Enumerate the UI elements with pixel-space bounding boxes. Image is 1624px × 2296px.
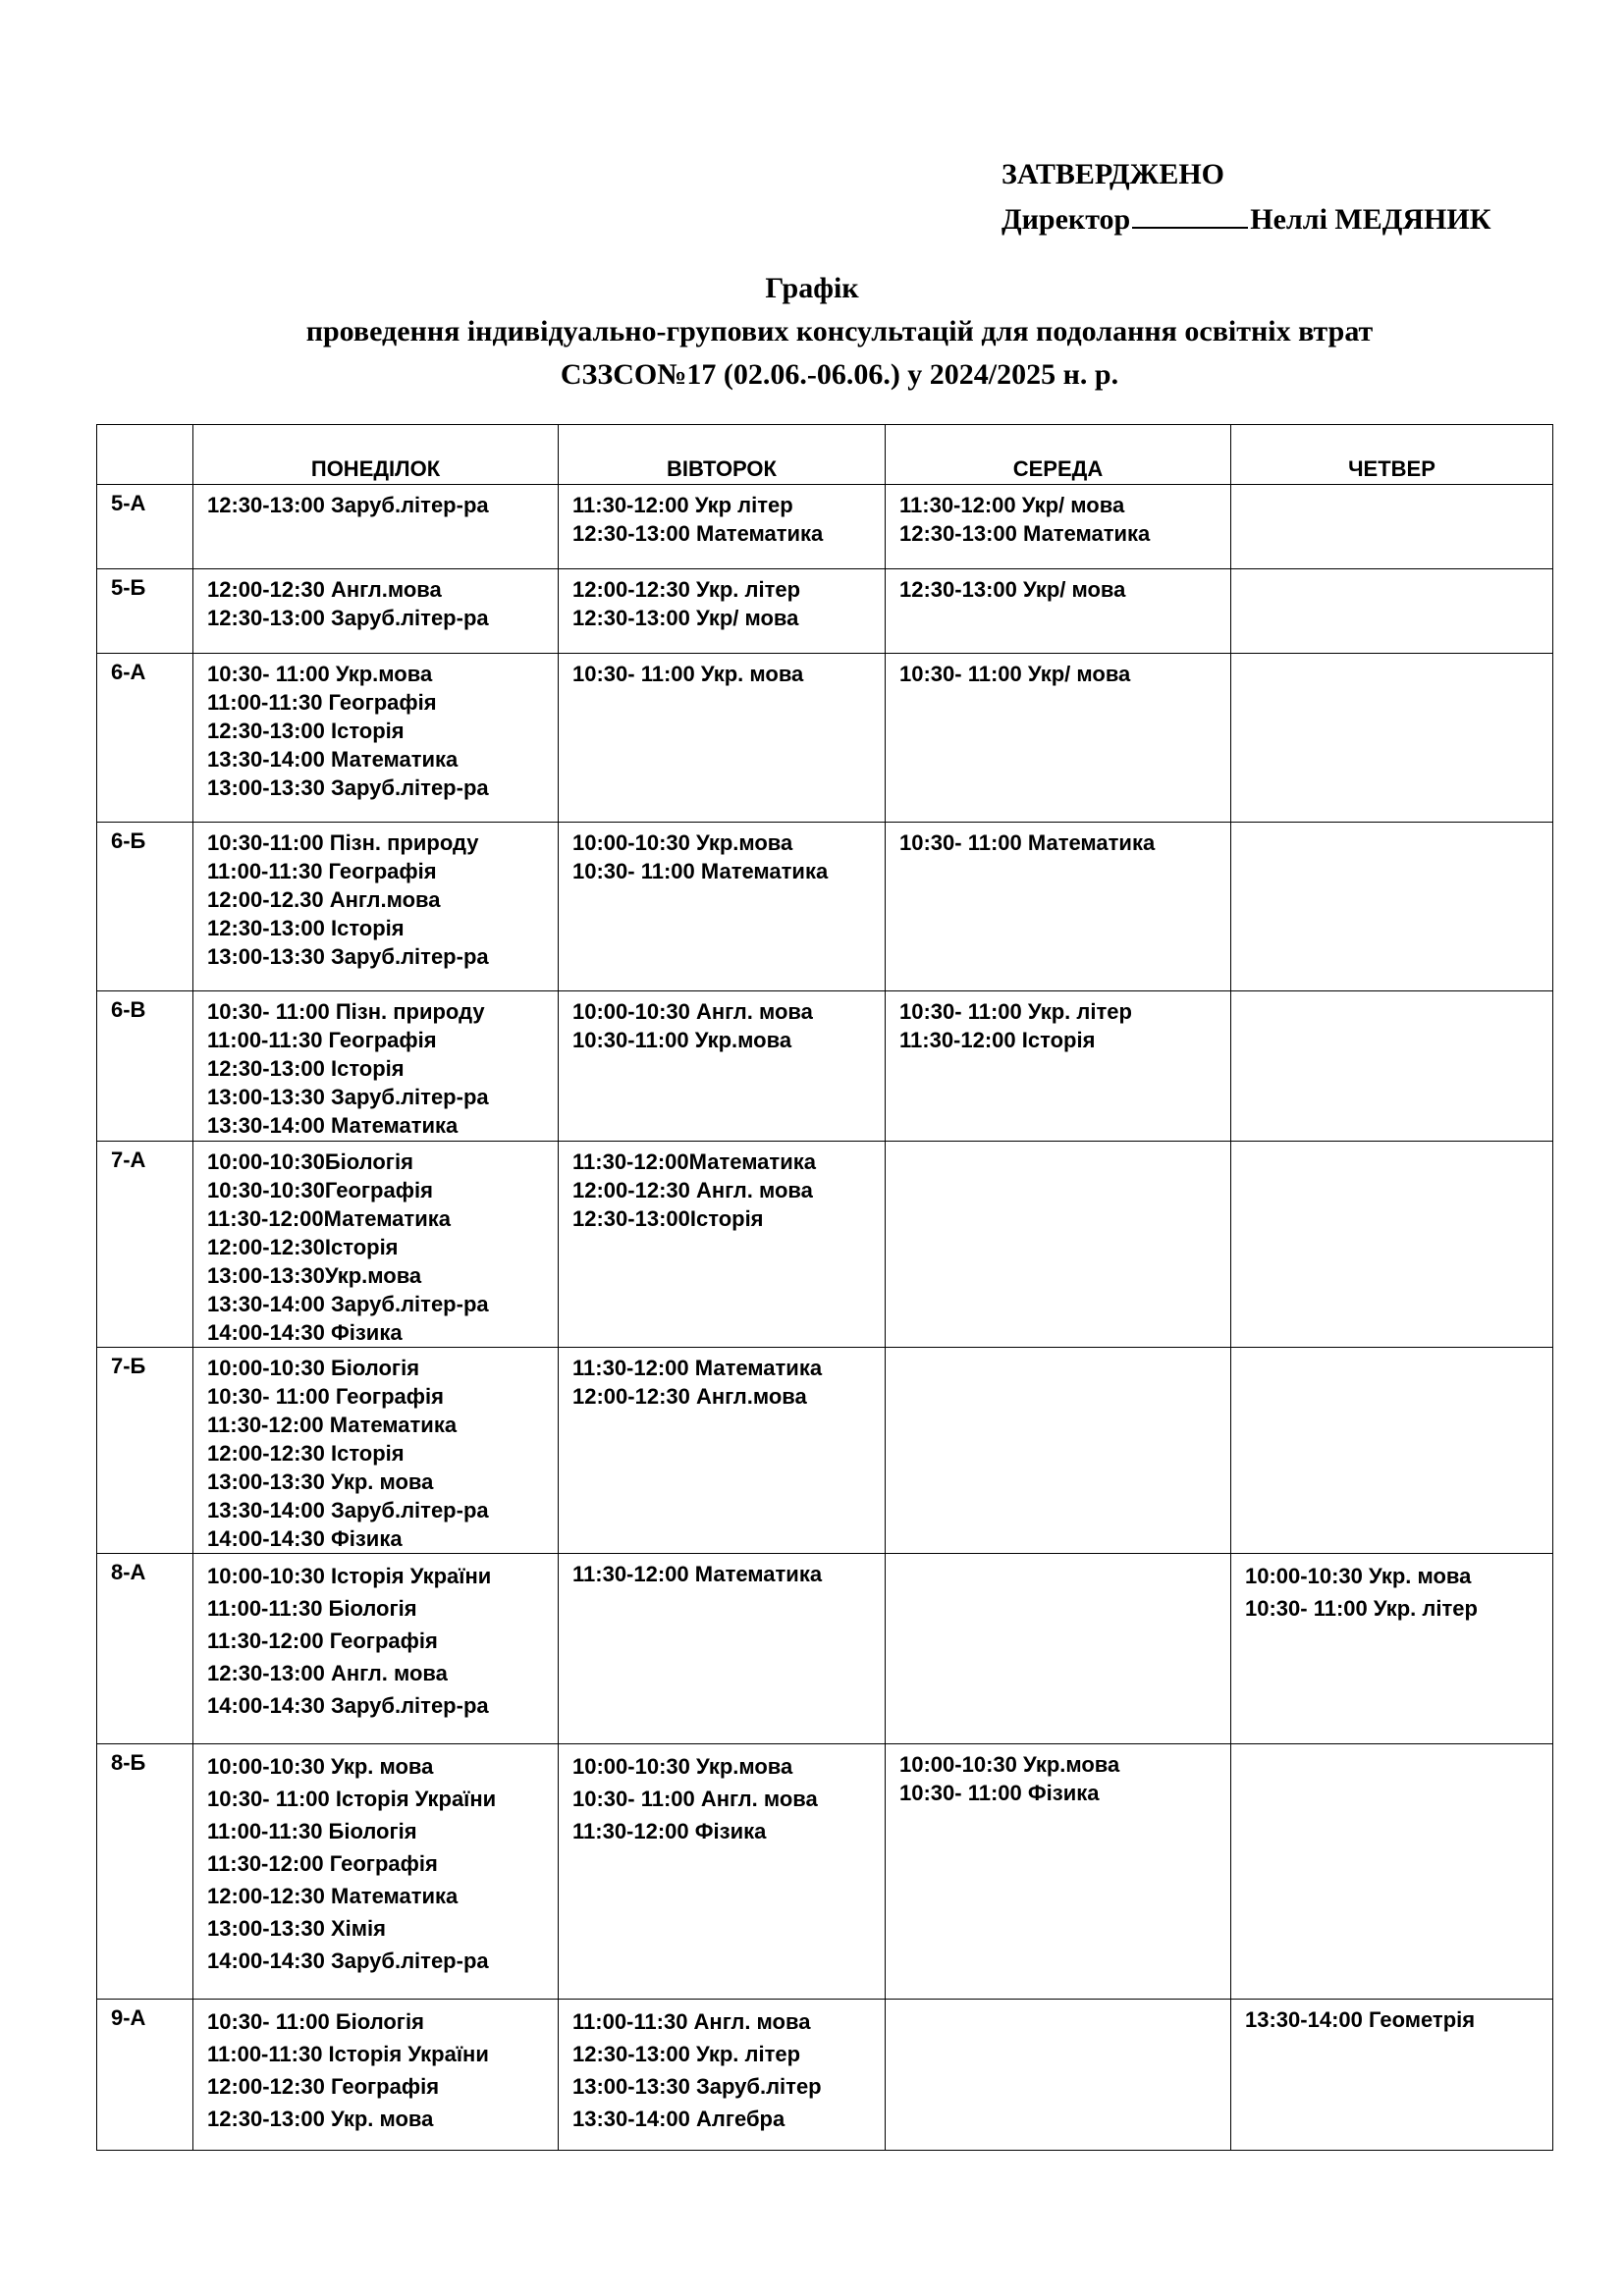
lesson-entry: 11:30-12:00 Географія [207, 1629, 438, 1653]
schedule-cell-tue [559, 654, 886, 823]
lesson-entry: 13:30-14:00 Алгебра [572, 2107, 785, 2131]
lesson-entry: 13:30-14:00 Математика [207, 747, 459, 772]
lesson-entry: 10:30- 11:00 Біологія [207, 2009, 424, 2034]
lesson-entry: 10:30-10:30Географія [207, 1178, 433, 1202]
lesson-entry: 12:30-13:00 Математика [572, 521, 824, 546]
lesson-entry: 12:30-13:00 Історія [207, 719, 405, 743]
lesson-entry: 12:00-12:30Історія [207, 1235, 399, 1259]
schedule-cell-mon [193, 654, 559, 823]
lesson-entry: 11:30-12:00 Фізика [572, 1819, 767, 1843]
lesson-entry: 11:00-11:30 Історія України [207, 2042, 489, 2066]
lesson-entry: 11:30-12:00Математика [572, 1149, 816, 1174]
schedule-cell-wed [886, 1554, 1231, 1744]
schedule-cell-tue [559, 823, 886, 991]
class-cell: 8-Б [97, 1744, 193, 2000]
schedule-table [96, 424, 1553, 2151]
lesson-entry: 13:30-14:00 Геометрія [1245, 2007, 1476, 2032]
schedule-cell-tue [559, 2000, 886, 2151]
lesson-entry: 13:00-13:30 Хімія [207, 1916, 386, 1941]
lesson-entry: 10:30- 11:00 Укр. мова [572, 662, 804, 686]
schedule-cell-wed [886, 569, 1231, 654]
lesson-entry: 11:00-11:30 Англ. мова [572, 2009, 811, 2034]
lesson-entry: 12:30-13:00 Заруб.літер-ра [207, 606, 489, 630]
schedule-cell-tue [559, 485, 886, 569]
schedule-cell-wed [886, 654, 1231, 823]
header-class-cell [97, 425, 193, 485]
lesson-entry: 12:30-13:00 Укр/ мова [899, 577, 1126, 602]
lesson-entry: 11:00-11:30 Географія [207, 690, 437, 715]
schedule-cell-wed [886, 1348, 1231, 1554]
schedule-cell-mon [193, 2000, 559, 2151]
lesson-entry: 11:30-12:00 Математика [207, 1413, 458, 1437]
class-cell: 5-А [97, 485, 193, 569]
schedule-cell-tue [559, 1744, 886, 2000]
schedule-cell-mon [193, 1348, 559, 1554]
schedule-cell-thu [1231, 1142, 1553, 1348]
lesson-entry: 12:30-13:00 Історія [207, 1056, 405, 1081]
header-day-tue: ВІВТОРОК [559, 425, 886, 485]
lesson-entry: 10:30- 11:00 Історія України [207, 1787, 497, 1811]
lesson-entry: 14:00-14:30 Фізика [207, 1526, 403, 1551]
schedule-cell-mon [193, 569, 559, 654]
lesson-entry: 10:00-10:30 Укр. мова [207, 1754, 434, 1779]
class-cell: 8-А [97, 1554, 193, 1744]
table-row [97, 1744, 1553, 2000]
lesson-entry: 10:00-10:30Біологія [207, 1149, 413, 1174]
title-line-1: Графік [765, 272, 859, 304]
approval-role: Директор [1001, 203, 1131, 236]
lesson-entry: 10:00-10:30 Укр.мова [899, 1752, 1120, 1777]
lesson-entry: 13:30-14:00 Математика [207, 1113, 459, 1138]
class-cell: 9-А [97, 2000, 193, 2151]
lesson-entry: 12:30-13:00Історія [572, 1206, 764, 1231]
table-row [97, 485, 1553, 569]
lesson-entry: 13:00-13:30 Заруб.літер [572, 2074, 822, 2099]
lesson-entry: 10:30-11:00 Укр.мова [572, 1028, 792, 1052]
title-line-2: проведення індивідуально-групових консультацій для подолання освітніх втрат [305, 315, 1374, 347]
lesson-entry: 12:30-13:00 Укр. мова [207, 2107, 434, 2131]
table-row [97, 823, 1553, 991]
table-row [97, 569, 1553, 654]
lesson-entry: 13:00-13:30Укр.мова [207, 1263, 422, 1288]
schedule-cell-mon [193, 1554, 559, 1744]
schedule-cell-wed [886, 1744, 1231, 2000]
lesson-entry: 12:00-12:30 Географія [207, 2074, 440, 2099]
schedule-cell-mon [193, 1142, 559, 1348]
approval-name: Неллі МЕДЯНИК [1250, 203, 1491, 236]
lesson-entry: 10:30- 11:00 Англ. мова [572, 1787, 818, 1811]
lesson-entry: 10:30- 11:00 Укр. літер [1245, 1596, 1478, 1621]
header-day-mon: ПОНЕДІЛОК [193, 425, 559, 485]
schedule-cell-thu [1231, 2000, 1553, 2151]
lesson-entry: 12:30-13:00 Математика [899, 521, 1151, 546]
approval-heading: ЗАТВЕРДЖЕНО [1001, 158, 1224, 190]
schedule-cell-thu [1231, 1744, 1553, 2000]
schedule-cell-thu [1231, 654, 1553, 823]
class-cell: 7-А [97, 1142, 193, 1348]
schedule-cell-thu [1231, 1554, 1553, 1744]
lesson-entry: 12:00-12:30 Укр. літер [572, 577, 801, 602]
table-row [97, 1554, 1553, 1744]
schedule-cell-thu [1231, 991, 1553, 1142]
lesson-entry: 11:30-12:00 Математика [572, 1562, 823, 1586]
table-row [97, 1142, 1553, 1348]
lesson-entry: 11:00-11:30 Біологія [207, 1819, 417, 1843]
lesson-entry: 12:00-12:30 Англ. мова [572, 1178, 813, 1202]
schedule-cell-mon [193, 1744, 559, 2000]
lesson-entry: 10:30- 11:00 Географія [207, 1384, 444, 1409]
lesson-entry: 10:30-11:00 Пізн. природу [207, 830, 479, 855]
lesson-entry: 13:00-13:30 Заруб.літер-ра [207, 944, 489, 969]
lesson-entry: 11:30-12:00Математика [207, 1206, 451, 1231]
approval-signature-line [1001, 197, 1490, 242]
schedule-cell-wed [886, 823, 1231, 991]
lesson-entry: 11:30-12:00 Математика [572, 1356, 823, 1380]
lesson-entry: 11:30-12:00 Історія [899, 1028, 1096, 1052]
lesson-entry: 14:00-14:30 Заруб.літер-ра [207, 1949, 489, 1973]
lesson-entry: 10:30- 11:00 Укр.мова [207, 662, 433, 686]
header-row [97, 425, 1553, 485]
lesson-entry: 11:00-11:30 Географія [207, 1028, 437, 1052]
class-cell: 7-Б [97, 1348, 193, 1554]
schedule-body [97, 485, 1553, 2151]
lesson-entry: 10:30- 11:00 Математика [899, 830, 1156, 855]
lesson-entry: 10:00-10:30 Біологія [207, 1356, 420, 1380]
schedule-cell-mon [193, 823, 559, 991]
table-row [97, 2000, 1553, 2151]
lesson-entry: 10:00-10:30 Укр.мова [572, 1754, 793, 1779]
schedule-cell-tue [559, 1554, 886, 1744]
table-row [97, 991, 1553, 1142]
lesson-entry: 12:30-13:00 Історія [207, 916, 405, 940]
schedule-cell-wed [886, 1142, 1231, 1348]
class-cell: 6-Б [97, 823, 193, 991]
lesson-entry: 12:30-13:00 Англ. мова [207, 1661, 448, 1685]
schedule-cell-thu [1231, 485, 1553, 569]
lesson-entry: 14:00-14:30 Заруб.літер-ра [207, 1693, 489, 1718]
schedule-cell-wed [886, 485, 1231, 569]
schedule-cell-wed [886, 2000, 1231, 2151]
lesson-entry: 12:30-13:00 Укр/ мова [572, 606, 799, 630]
lesson-entry: 14:00-14:30 Фізика [207, 1320, 403, 1345]
lesson-entry: 13:30-14:00 Заруб.літер-ра [207, 1292, 489, 1316]
schedule-cell-tue [559, 1348, 886, 1554]
class-cell: 6-А [97, 654, 193, 823]
approval-block [1001, 152, 1490, 242]
class-cell: 5-Б [97, 569, 193, 654]
lesson-entry: 11:00-11:30 Біологія [207, 1596, 417, 1621]
lesson-entry: 12:30-13:00 Укр. літер [572, 2042, 801, 2066]
lesson-entry: 11:30-12:00 Укр літер [572, 493, 793, 517]
lesson-entry: 13:00-13:30 Заруб.літер-ра [207, 775, 489, 800]
lesson-entry: 12:00-12:30 Історія [207, 1441, 405, 1466]
lesson-entry: 13:30-14:00 Заруб.літер-ра [207, 1498, 489, 1522]
lesson-entry: 10:30- 11:00 Математика [572, 859, 829, 883]
document-title [0, 267, 1624, 397]
lesson-entry: 12:00-12.30 Англ.мова [207, 887, 441, 912]
lesson-entry: 11:30-12:00 Географія [207, 1851, 438, 1876]
lesson-entry: 11:30-12:00 Укр/ мова [899, 493, 1125, 517]
lesson-entry: 13:00-13:30 Заруб.літер-ра [207, 1085, 489, 1109]
lesson-entry: 12:00-12:30 Математика [207, 1884, 459, 1908]
lesson-entry: 10:30- 11:00 Фізика [899, 1781, 1100, 1805]
schedule-cell-mon [193, 485, 559, 569]
signature-blank [1132, 205, 1248, 229]
lesson-entry: 11:00-11:30 Географія [207, 859, 437, 883]
table-row [97, 1348, 1553, 1554]
schedule-cell-tue [559, 569, 886, 654]
schedule-cell-thu [1231, 823, 1553, 991]
schedule-cell-mon [193, 991, 559, 1142]
lesson-entry: 10:30- 11:00 Укр/ мова [899, 662, 1131, 686]
schedule-cell-tue [559, 1142, 886, 1348]
table-row [97, 654, 1553, 823]
schedule-cell-tue [559, 991, 886, 1142]
schedule-cell-thu [1231, 569, 1553, 654]
schedule-cell-wed [886, 991, 1231, 1142]
lesson-entry: 10:00-10:30 Укр. мова [1245, 1564, 1472, 1588]
header-day-thu: ЧЕТВЕР [1231, 425, 1553, 485]
lesson-entry: 10:30- 11:00 Пізн. природу [207, 999, 485, 1024]
lesson-entry: 12:00-12:30 Англ.мова [572, 1384, 807, 1409]
lesson-entry: 13:00-13:30 Укр. мова [207, 1469, 434, 1494]
lesson-entry: 12:00-12:30 Англ.мова [207, 577, 442, 602]
lesson-entry: 10:30- 11:00 Укр. літер [899, 999, 1132, 1024]
lesson-entry: 10:00-10:30 Укр.мова [572, 830, 793, 855]
lesson-entry: 10:00-10:30 Історія України [207, 1564, 492, 1588]
schedule-cell-thu [1231, 1348, 1553, 1554]
header-day-wed: СЕРЕДА [886, 425, 1231, 485]
lesson-entry: 12:30-13:00 Заруб.літер-ра [207, 493, 489, 517]
title-line-3: СЗЗСО№17 (02.06.-06.06.) у 2024/2025 н. р. [560, 358, 1119, 391]
class-cell: 6-В [97, 991, 193, 1142]
lesson-entry: 10:00-10:30 Англ. мова [572, 999, 813, 1024]
